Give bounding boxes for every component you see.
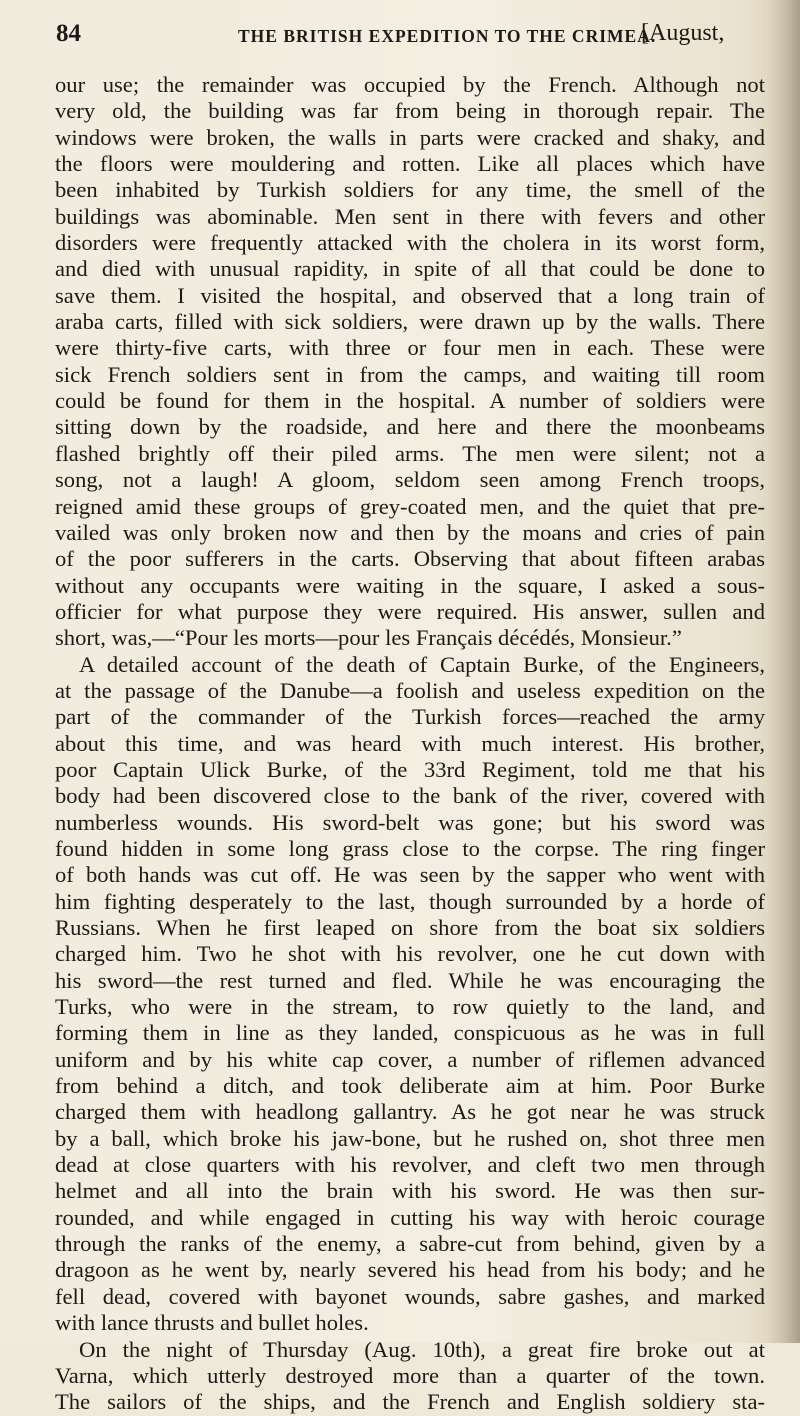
text-line: disorders were frequently attacked with the cholera in its worst form, bbox=[55, 230, 765, 256]
text-line: Russians. When he first leaped on shore from the boat six soldiers bbox=[55, 915, 765, 940]
text-line: his sword—the rest turned and fled. While he was encouraging the bbox=[55, 967, 765, 993]
text-line: very old, the building was far from being in thorough repair. The bbox=[55, 98, 765, 124]
text-line: of the poor sufferers in the carts. Observing that about fifteen arabas bbox=[55, 546, 765, 572]
text-line: numberless wounds. His sword-belt was gone; but his sword was bbox=[55, 809, 765, 835]
text-line: part of the commander of the Turkish forces—reached the army bbox=[55, 704, 765, 730]
text-line: and died with unusual rapidity, in spite of all that could be done to bbox=[55, 256, 765, 282]
text-line: save them. I visited the hospital, and observed that a long train of bbox=[55, 282, 765, 308]
text-line: by a ball, which broke his jaw-bone, but he rushed on, shot three men bbox=[55, 1125, 765, 1151]
text-line: short, was,—“Pour les morts—pour les Français décédés, Monsieur.” bbox=[55, 625, 682, 651]
text-line: sitting down by the roadside, and here and there the moonbeams bbox=[55, 414, 765, 440]
text-line: dragoon as he went by, nearly severed his head from his body; and he bbox=[55, 1257, 765, 1283]
running-title: THE BRITISH EXPEDITION TO THE CRIMEA. bbox=[238, 26, 657, 46]
text-line: helmet and all into the brain with his sword. He was then sur- bbox=[55, 1178, 765, 1204]
page-edge-shadow bbox=[766, 0, 800, 1343]
text-line: charged them with headlong gallantry. As he got near he was struck bbox=[55, 1099, 765, 1125]
page-number: 84 bbox=[56, 20, 81, 47]
text-line: uniform and by his white cap cover, a number of riflemen advanced bbox=[55, 1046, 765, 1072]
text-line: poor Captain Ulick Burke, of the 33rd Regiment, told me that his bbox=[55, 756, 765, 782]
text-line: about this time, and was heard with much interest. His brother, bbox=[55, 730, 765, 756]
text-line: our use; the remainder was occupied by the French. Although not bbox=[55, 72, 765, 97]
text-line: forming them in line as they landed, conspicuous as he was in full bbox=[55, 1020, 765, 1046]
text-line: vailed was only broken now and then by the moans and cries of pain bbox=[55, 519, 765, 545]
text-line: reigned amid these groups of grey-coated men, and the quiet that pre- bbox=[55, 493, 765, 519]
text-line: rounded, and while engaged in cutting his way with heroic courage bbox=[55, 1204, 765, 1230]
text-line: without any occupants were waiting in the square, I asked a sous- bbox=[55, 572, 765, 598]
text-line: The sailors of the ships, and the French and English soldiery sta- bbox=[55, 1389, 765, 1415]
text-line: charged him. Two he shot with his revolver, one he cut down with bbox=[55, 941, 765, 967]
text-line: araba carts, filled with sick soldiers, were drawn up by the walls. There bbox=[55, 309, 765, 335]
text-line: body had been discovered close to the bank of the river, covered with bbox=[55, 783, 765, 809]
text-line: Varna, which utterly destroyed more than a quarter of the town. bbox=[55, 1362, 765, 1388]
body-text bbox=[55, 72, 765, 1416]
text-line: officier for what purpose they were required. His answer, sullen and bbox=[55, 598, 765, 624]
paragraph-start-line: A detailed account of the death of Captain Burke, of the Engineers, bbox=[79, 651, 765, 677]
text-line: through the ranks of the enemy, a sabre-cut from behind, given by a bbox=[55, 1231, 765, 1257]
running-head bbox=[56, 20, 772, 60]
text-line: been inhabited by Turkish soldiers for any time, the smell of the bbox=[55, 177, 765, 203]
text-line: were thirty-five carts, with three or four men in each. These were bbox=[55, 335, 765, 361]
text-line: him fighting desperately to the last, though surrounded by a horde of bbox=[55, 888, 765, 914]
text-line: windows were broken, the walls in parts were cracked and shaky, and bbox=[55, 124, 765, 150]
running-month: [August, bbox=[641, 20, 725, 46]
text-line: with lance thrusts and bullet holes. bbox=[55, 1310, 369, 1336]
text-line: sick French soldiers sent in from the camps, and waiting till room bbox=[55, 361, 765, 387]
text-line: found hidden in some long grass close to the corpse. The ring finger bbox=[55, 835, 765, 861]
paragraph-start-line: On the night of Thursday (Aug. 10th), a great fire broke out at bbox=[79, 1336, 765, 1362]
text-line: the floors were mouldering and rotten. Like all places which have bbox=[55, 151, 765, 177]
text-line: at the passage of the Danube—a foolish and useless expedition on the bbox=[55, 677, 765, 703]
text-line: song, not a laugh! A gloom, seldom seen among French troops, bbox=[55, 467, 765, 493]
text-line: from behind a ditch, and took deliberate aim at him. Poor Burke bbox=[55, 1073, 765, 1099]
text-line: of both hands was cut off. He was seen by the sapper who went with bbox=[55, 862, 765, 888]
text-line: flashed brightly off their piled arms. The men were silent; not a bbox=[55, 440, 765, 466]
text-line: could be found for them in the hospital. A number of soldiers were bbox=[55, 388, 765, 414]
text-line: dead at close quarters with his revolver, and cleft two men through bbox=[55, 1152, 765, 1178]
text-line: buildings was abominable. Men sent in there with fevers and other bbox=[55, 203, 765, 229]
text-line: fell dead, covered with bayonet wounds, sabre gashes, and marked bbox=[55, 1283, 765, 1309]
text-line: Turks, who were in the stream, to row quietly to the land, and bbox=[55, 994, 765, 1020]
